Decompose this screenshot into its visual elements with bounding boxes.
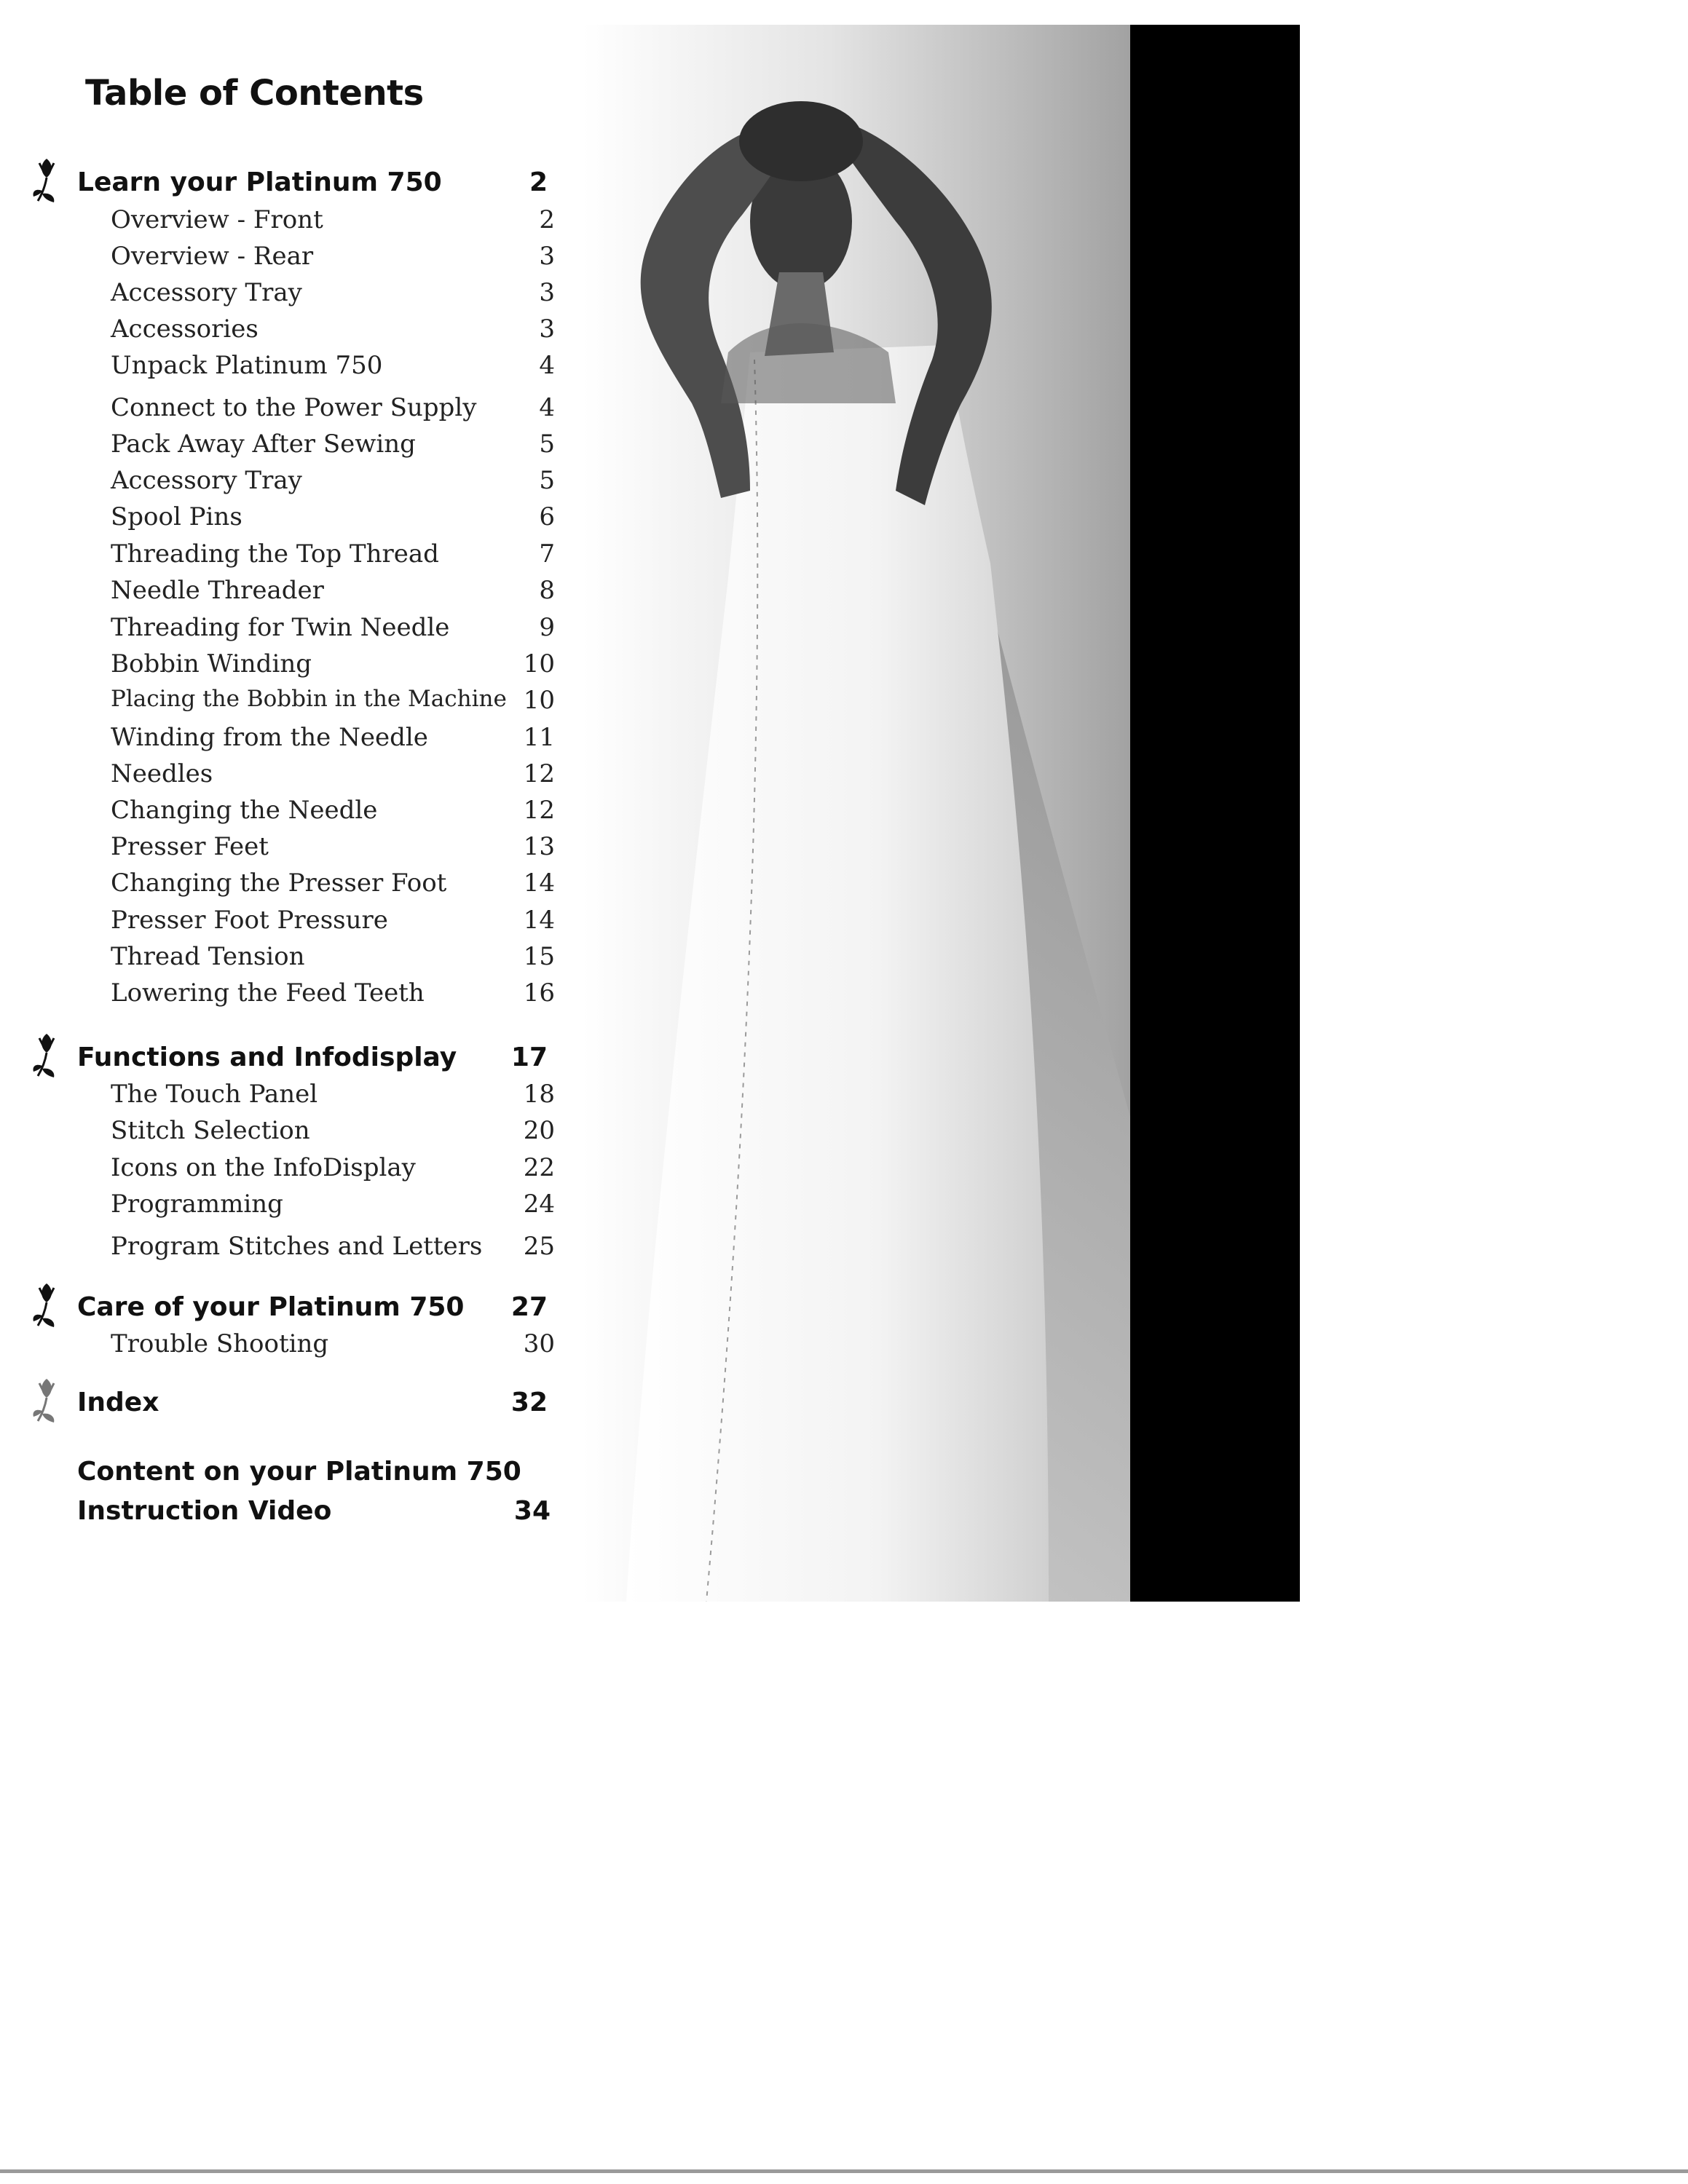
- toc-entry[interactable]: [111, 759, 555, 793]
- entry-label: Connect to the Power Supply: [111, 393, 477, 422]
- entry-page: 18: [523, 1080, 555, 1109]
- toc-entry[interactable]: [111, 278, 555, 312]
- entry-label: The Touch Panel: [111, 1080, 318, 1109]
- entry-page: 10: [523, 649, 555, 678]
- entry-page: 2: [539, 205, 555, 234]
- entry-page: 15: [523, 942, 555, 971]
- entry-label: Threading for Twin Needle: [111, 613, 450, 642]
- table-of-contents: [0, 0, 583, 1602]
- section-page-number: 27: [510, 1292, 548, 1322]
- toc-entry[interactable]: [111, 978, 555, 1012]
- toc-entry[interactable]: [111, 1232, 555, 1265]
- toc-entry[interactable]: [111, 796, 555, 829]
- tulip-icon: [29, 1281, 66, 1332]
- section-heading-label: Index: [77, 1388, 159, 1417]
- tulip-icon: [29, 1376, 66, 1427]
- section-heading-label: Care of your Platinum 750: [77, 1292, 465, 1322]
- entry-label: Changing the Presser Foot: [111, 869, 447, 898]
- entry-page: 25: [523, 1232, 555, 1261]
- entry-label: Presser Foot Pressure: [111, 906, 388, 935]
- entry-page: 14: [523, 906, 555, 935]
- entry-label: Thread Tension: [111, 942, 305, 971]
- entry-label: Placing the Bobbin in the Machine: [111, 686, 507, 712]
- toc-entry[interactable]: [111, 906, 555, 939]
- entry-label: Overview - Front: [111, 205, 323, 234]
- page-title: Table of Contents: [85, 73, 424, 114]
- tulip-icon: [29, 156, 66, 207]
- entry-page: 3: [539, 314, 555, 344]
- entry-page: 30: [523, 1329, 555, 1358]
- entry-page: 20: [523, 1116, 555, 1145]
- entry-page: 4: [539, 351, 555, 380]
- toc-entry[interactable]: [111, 723, 555, 756]
- toc-entry[interactable]: [111, 205, 555, 239]
- toc-entry[interactable]: [111, 686, 555, 719]
- entry-page: 5: [539, 430, 555, 459]
- toc-entry[interactable]: [111, 649, 555, 683]
- entry-page: 22: [523, 1153, 555, 1182]
- toc-entry[interactable]: [111, 1153, 555, 1187]
- entry-label: Needle Threader: [111, 576, 324, 605]
- entry-page: 16: [523, 978, 555, 1008]
- toc-entry[interactable]: [111, 242, 555, 275]
- entry-label: Trouble Shooting: [111, 1329, 329, 1358]
- entry-page: 10: [523, 686, 555, 715]
- section-page-number: 32: [510, 1388, 548, 1417]
- entry-page: 6: [539, 502, 555, 531]
- entry-label: Spool Pins: [111, 502, 242, 531]
- entry-label: Needles: [111, 759, 213, 788]
- entry-label: Accessories: [111, 314, 259, 344]
- entry-page: 13: [523, 832, 555, 861]
- entry-label: Changing the Needle: [111, 796, 378, 825]
- entry-label: Programming: [111, 1190, 283, 1219]
- section-page-number: 2: [529, 167, 548, 197]
- entry-label: Threading the Top Thread: [111, 539, 439, 569]
- toc-entry[interactable]: [111, 502, 555, 536]
- video-line-1: Content on your Platinum 750: [77, 1457, 521, 1487]
- entry-page: 5: [539, 466, 555, 495]
- toc-entry[interactable]: [111, 314, 555, 348]
- entry-label: Stitch Selection: [111, 1116, 310, 1145]
- tulip-icon: [29, 1031, 66, 1082]
- entry-label: Winding from the Needle: [111, 723, 428, 752]
- entry-page: 14: [523, 869, 555, 898]
- toc-entry[interactable]: [111, 1080, 555, 1113]
- toc-entry[interactable]: [111, 613, 555, 646]
- entry-page: 12: [523, 759, 555, 788]
- toc-entry[interactable]: [111, 539, 555, 573]
- entry-label: Unpack Platinum 750: [111, 351, 383, 380]
- section-heading-index[interactable]: [77, 1388, 558, 1425]
- section-heading-functions[interactable]: [77, 1042, 558, 1080]
- section-heading-learn[interactable]: [77, 167, 558, 205]
- bottom-rule: [0, 2169, 1688, 2173]
- toc-entry[interactable]: [111, 430, 555, 463]
- video-page-number: 34: [513, 1496, 551, 1526]
- entry-page: 11: [523, 723, 555, 752]
- toc-entry[interactable]: [111, 832, 555, 866]
- toc-entry[interactable]: [111, 576, 555, 609]
- entry-label: Bobbin Winding: [111, 649, 312, 678]
- entry-label: Accessory Tray: [111, 278, 302, 307]
- entry-label: Lowering the Feed Teeth: [111, 978, 425, 1008]
- entry-label: Overview - Rear: [111, 242, 314, 271]
- entry-label: Presser Feet: [111, 832, 269, 861]
- section-page-number: 17: [510, 1042, 548, 1072]
- entry-page: 7: [539, 539, 555, 569]
- entry-label: Program Stitches and Letters: [111, 1232, 483, 1261]
- toc-entry[interactable]: [111, 1116, 555, 1150]
- video-content-entry[interactable]: [77, 1452, 551, 1531]
- toc-entry[interactable]: [111, 942, 555, 976]
- entry-page: 9: [539, 613, 555, 642]
- entry-page: 3: [539, 278, 555, 307]
- entry-page: 8: [539, 576, 555, 605]
- toc-entry[interactable]: [111, 869, 555, 902]
- entry-label: Icons on the InfoDisplay: [111, 1153, 416, 1182]
- entry-page: 4: [539, 393, 555, 422]
- section-heading-care[interactable]: [77, 1292, 558, 1330]
- toc-entry[interactable]: [111, 351, 555, 384]
- entry-page: 12: [523, 796, 555, 825]
- entry-page: 24: [523, 1190, 555, 1219]
- entry-page: 3: [539, 242, 555, 271]
- entry-label: Accessory Tray: [111, 466, 302, 495]
- entry-label: Pack Away After Sewing: [111, 430, 416, 459]
- toc-entry[interactable]: [111, 466, 555, 499]
- section-heading-label: Learn your Platinum 750: [77, 167, 442, 197]
- section-heading-label: Functions and Infodisplay: [77, 1042, 457, 1072]
- woman-in-white-dress-photo: [583, 25, 1300, 1602]
- toc-entry[interactable]: [111, 393, 555, 427]
- toc-entry[interactable]: [111, 1190, 555, 1223]
- toc-entry[interactable]: [111, 1329, 555, 1363]
- video-line-2: Instruction Video: [77, 1496, 332, 1526]
